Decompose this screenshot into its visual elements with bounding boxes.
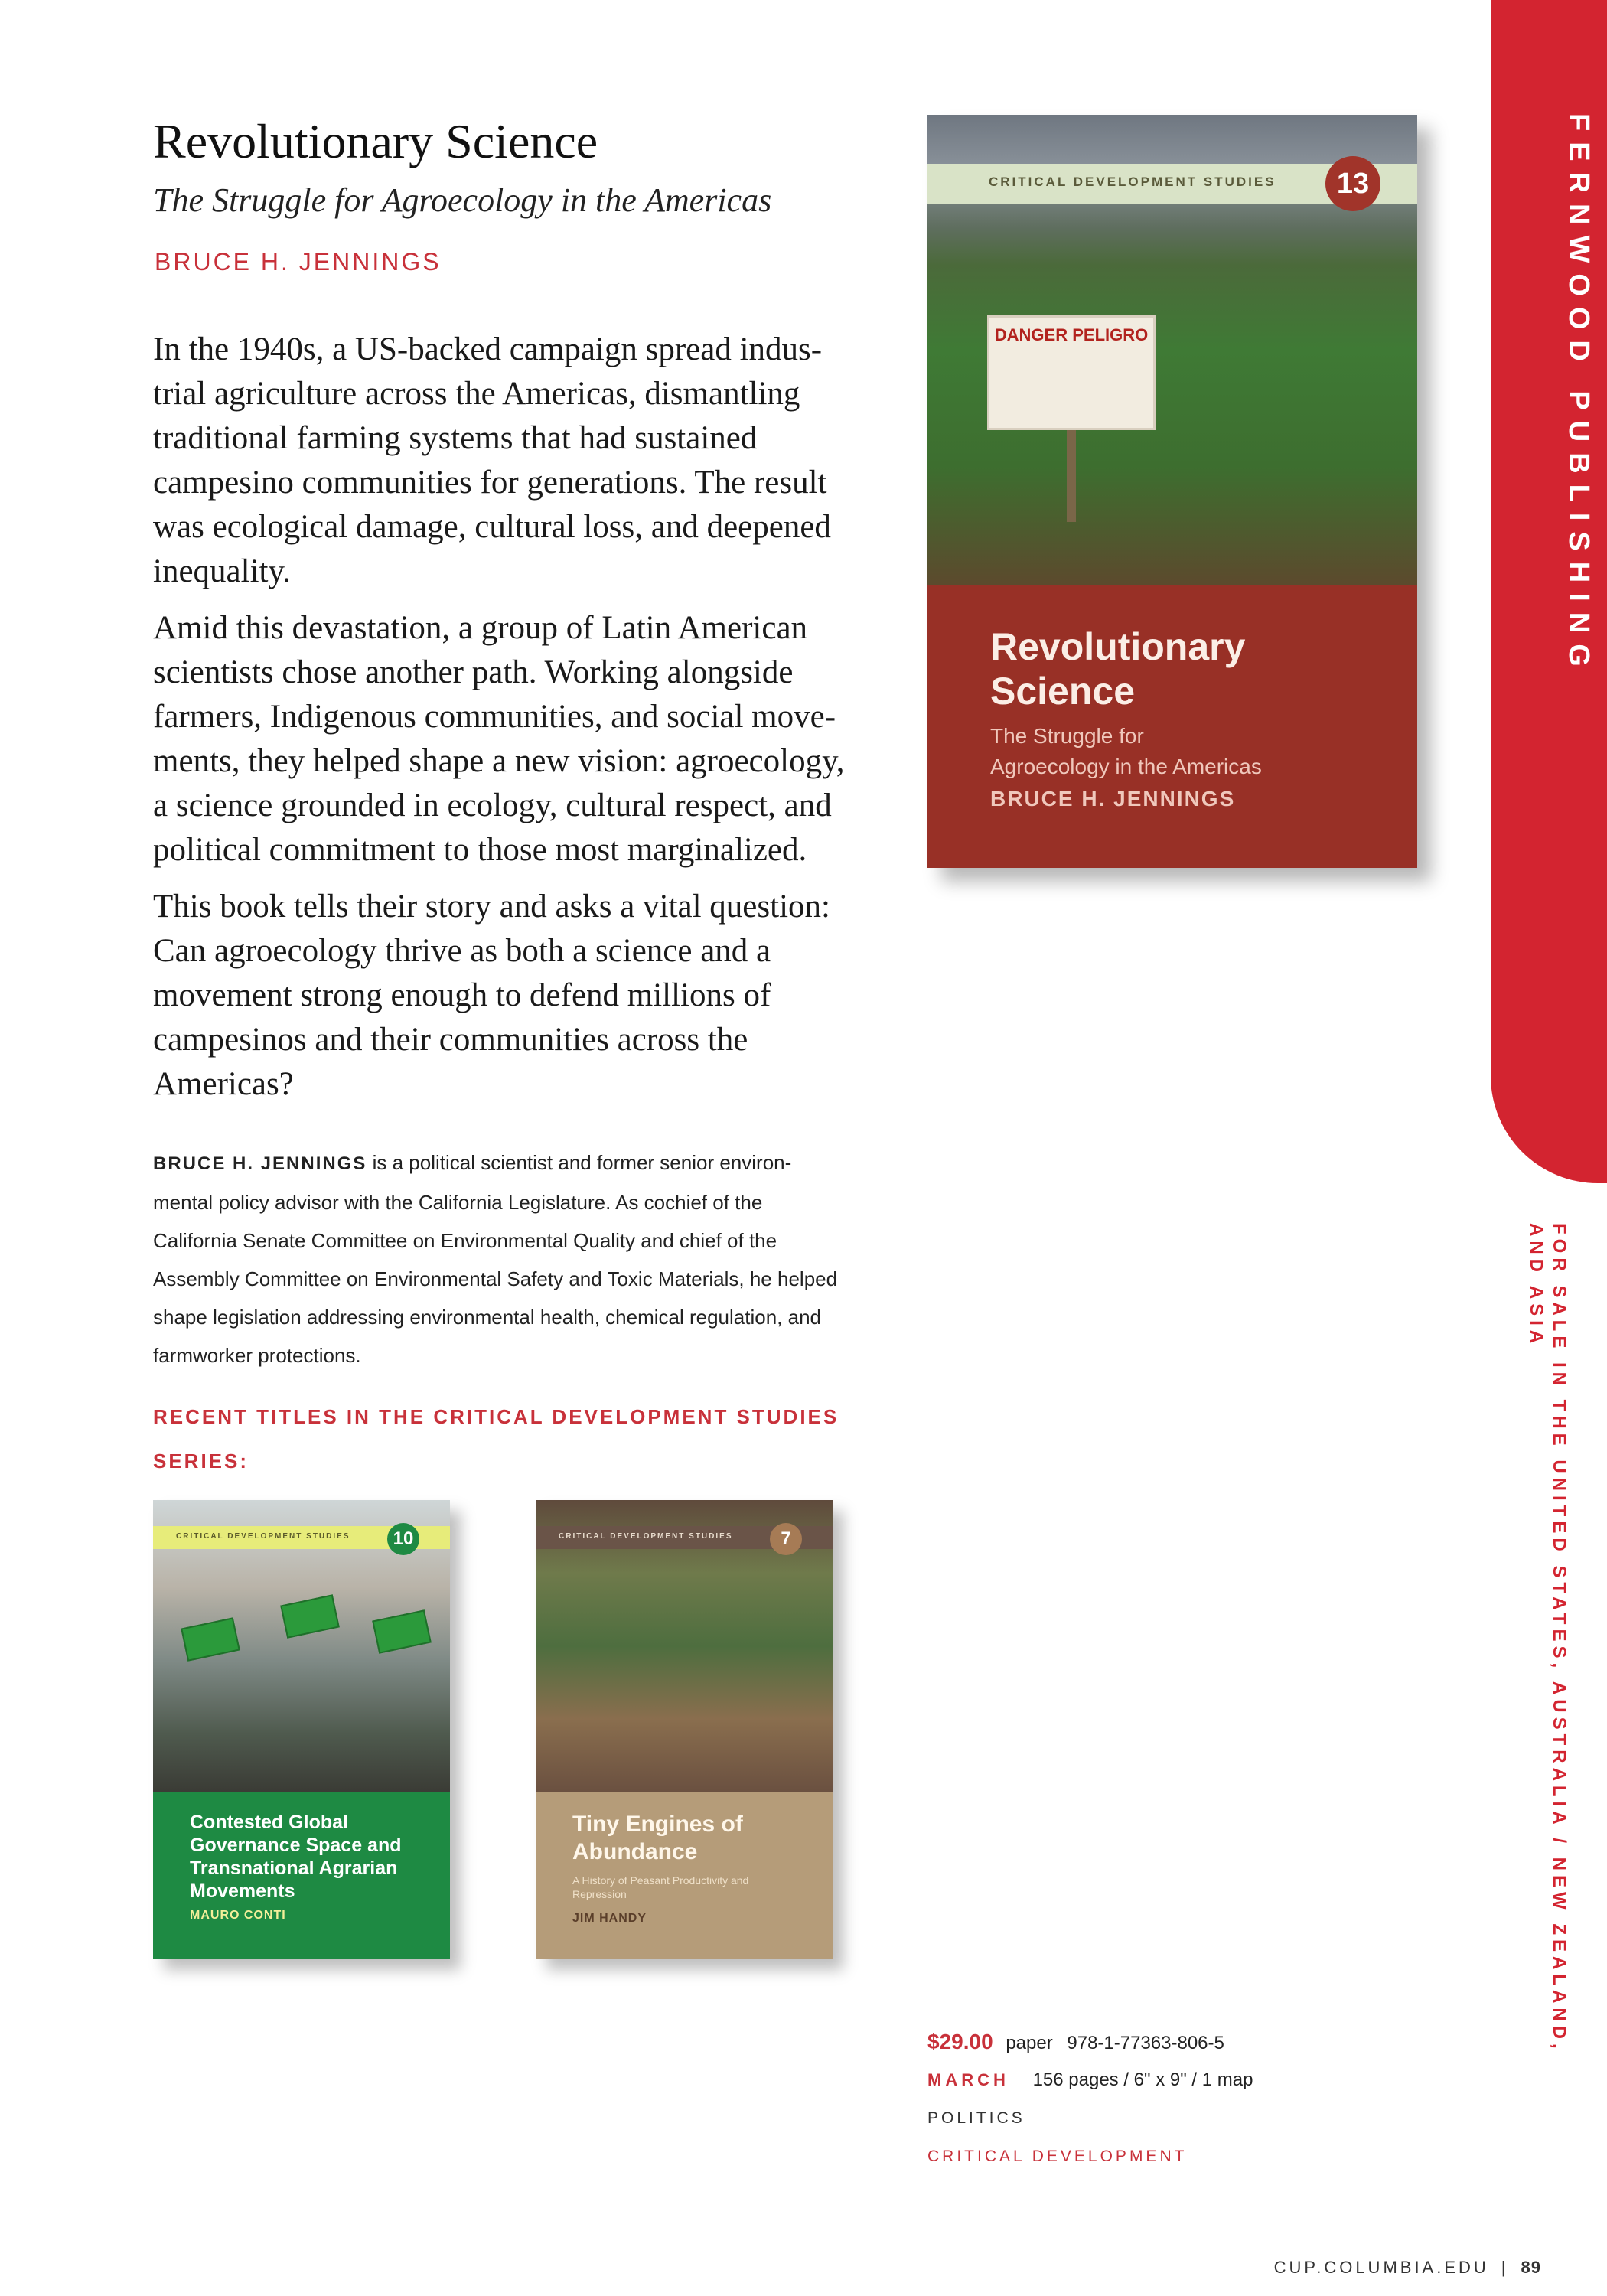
format: paper [1006, 2033, 1053, 2053]
publication-line [927, 2069, 1253, 2091]
recent-cover-author: JIM HANDY [572, 1912, 647, 1925]
cover-series-number: 13 [1325, 156, 1380, 211]
recent-cover-series-label: CRITICAL DEVELOPMENT STUDIES [559, 1532, 733, 1541]
book-description [153, 328, 857, 1119]
recent-cover-subtitle: A History of Peasant Productivity and Repression [572, 1874, 749, 1900]
recent-cover-number: 10 [387, 1523, 419, 1555]
flag-icon [280, 1594, 340, 1639]
book-author: BRUCE H. JENNINGS [155, 248, 442, 276]
cover-subtitle-line: The Struggle for [990, 724, 1144, 748]
book-subtitle: The Struggle for Agroecology in the Americas [153, 181, 772, 219]
bio-text: is a political scientist and former senior environ-mental policy advisor with the California Legislature. As cochief of the California Senate Committee on Environmental Quality and chief of the Assembly Committee on Environmental Safety and Toxic Materials, he helped shape legislation addressing environmental health, chemical regulation, and farmworker protections. [153, 1151, 838, 1367]
price-line [927, 2030, 1224, 2054]
cover-subtitle-line: Agroecology in the Americas [990, 755, 1262, 778]
price: $29.00 [927, 2030, 993, 2053]
recent-cover-tiny-engines [536, 1500, 833, 1959]
publisher-name: FERNWOOD PUBLISHING [1563, 113, 1595, 677]
footer-separator: | [1501, 2258, 1509, 2277]
description-paragraph: This book tells their story and asks a vital question: Can agroecology thrive as both a science and a movement strong enough to defend millions of campesinos and their communities across the Americas? [153, 889, 830, 1102]
recent-titles-heading: RECENT TITLES IN THE CRITICAL DEVELOPMENT STUDIES SERIES: [153, 1405, 839, 1473]
description-paragraph: Amid this devastation, a group of Latin American scientists chose another path. Working alongside farmers, Indigenous communities, and social move-ments, they helped shape a new vision: agroecology, a science grounded in ecology, cultural respect, and political commitment to those most marginalized. [153, 610, 845, 868]
page-footer [1274, 2258, 1541, 2278]
cover-danger-sign [987, 315, 1156, 430]
cover-subtitle [990, 721, 1262, 782]
page-number: 89 [1521, 2258, 1541, 2277]
author-bio [153, 1143, 842, 1375]
bio-author-name: BRUCE H. JENNINGS [153, 1153, 367, 1174]
recent-cover-title: Tiny Engines of Abundance [572, 1812, 743, 1864]
sales-territory: FOR SALE IN THE UNITED STATES, AUSTRALIA / NEW ZEALAND, AND ASIA [1526, 1223, 1570, 2053]
recent-cover-author: MAURO CONTI [190, 1909, 286, 1922]
footer-site: CUP.COLUMBIA.EDU [1273, 2258, 1489, 2277]
recent-cover-contested-global [153, 1500, 450, 1959]
flag-icon [372, 1609, 432, 1654]
recent-cover-number: 7 [770, 1523, 802, 1555]
main-book-cover [927, 115, 1417, 868]
description-paragraph: In the 1940s, a US-backed campaign spread indus-trial agriculture across the Americas, dismantling traditional farming systems that had sustained campesino communities for generations. The result was ecological damage, cultural loss, and deepened inequality. [153, 331, 831, 589]
recent-cover-series-label: CRITICAL DEVELOPMENT STUDIES [176, 1532, 350, 1541]
series-category: CRITICAL DEVELOPMENT [927, 2148, 1188, 2165]
book-specs: 156 pages / 6" x 9" / 1 map [1032, 2069, 1253, 2090]
cover-title [990, 625, 1245, 713]
cover-title-line: Science [990, 670, 1136, 713]
book-title: Revolutionary Science [153, 114, 598, 168]
cover-sign-text: DANGER PELIGRO [994, 325, 1149, 344]
flag-icon [181, 1617, 240, 1662]
publication-month: MARCH [927, 2070, 1009, 2089]
cover-sign-post [1067, 430, 1076, 522]
isbn: 978-1-77363-806-5 [1067, 2033, 1224, 2053]
recent-cover-title: Contested Global Governance Space and Transnational Agrarian Movements [190, 1812, 402, 1902]
subject-category: POLITICS [927, 2109, 1025, 2127]
cover-title-line: Revolutionary [990, 625, 1246, 668]
cover-series-label: CRITICAL DEVELOPMENT STUDIES [989, 174, 1276, 189]
cover-author: BRUCE H. JENNINGS [990, 787, 1236, 810]
